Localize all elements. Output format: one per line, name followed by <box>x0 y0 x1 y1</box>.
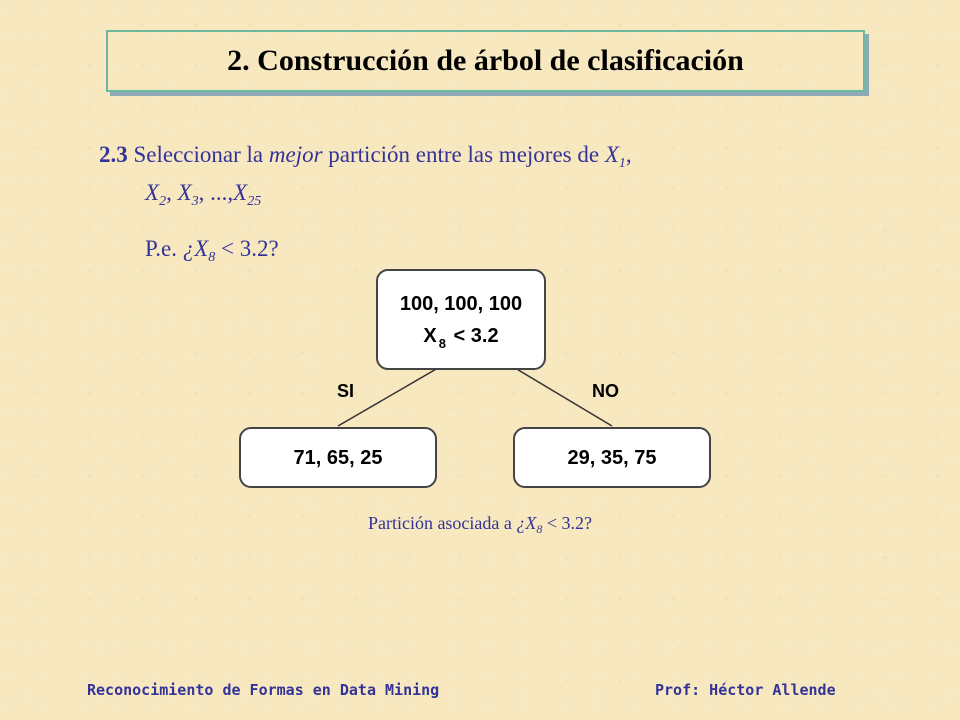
example-question: ¿$X_8$ <box>182 236 216 265</box>
var-x3: $X_3$ <box>177 180 199 209</box>
step-emphasis: mejor <box>268 142 323 167</box>
right-counts: 29, 35, 75 <box>567 446 657 469</box>
var-x25: $X_{25}$ <box>233 180 262 209</box>
left-counts: 71, 65, 25 <box>293 446 383 469</box>
example-condition: < 3.2? <box>221 236 279 261</box>
step-text-b: partición entre las mejores de <box>328 142 600 167</box>
root-node <box>376 269 546 370</box>
edge-label-si: SI <box>337 381 355 401</box>
diagram-caption: Partición asociada a ¿$X_8 < 3.2$? <box>367 513 593 536</box>
var-x2: $X_2$ <box>145 180 167 209</box>
edge-label-no: NO <box>592 381 619 401</box>
var-x1: $X_1$ <box>604 142 626 171</box>
ellipsis: ..., <box>210 180 234 205</box>
step-text-a: Seleccionar la <box>133 142 264 167</box>
root-counts: 100, 100, 100 <box>399 292 523 315</box>
example-prefix: P.e. <box>145 236 177 261</box>
right-node <box>513 427 711 488</box>
step-line-2: $X_2$, $X_3$, $...,X_{25}$ <box>145 180 262 209</box>
footer-course: Reconocimiento de Formas en Data Mining <box>87 681 440 699</box>
step-number: 2.3 <box>99 142 128 167</box>
page-title: 2. Construcción de árbol de clasificación <box>227 44 744 77</box>
left-node <box>239 427 437 488</box>
footer-author: Prof: Héctor Allende <box>655 681 836 699</box>
root-condition: X $_8$ < 3.2 <box>423 324 499 351</box>
step-line-1: 2.3 Seleccionar la mejor partición entre las mejores de $X_1$, <box>99 142 632 171</box>
